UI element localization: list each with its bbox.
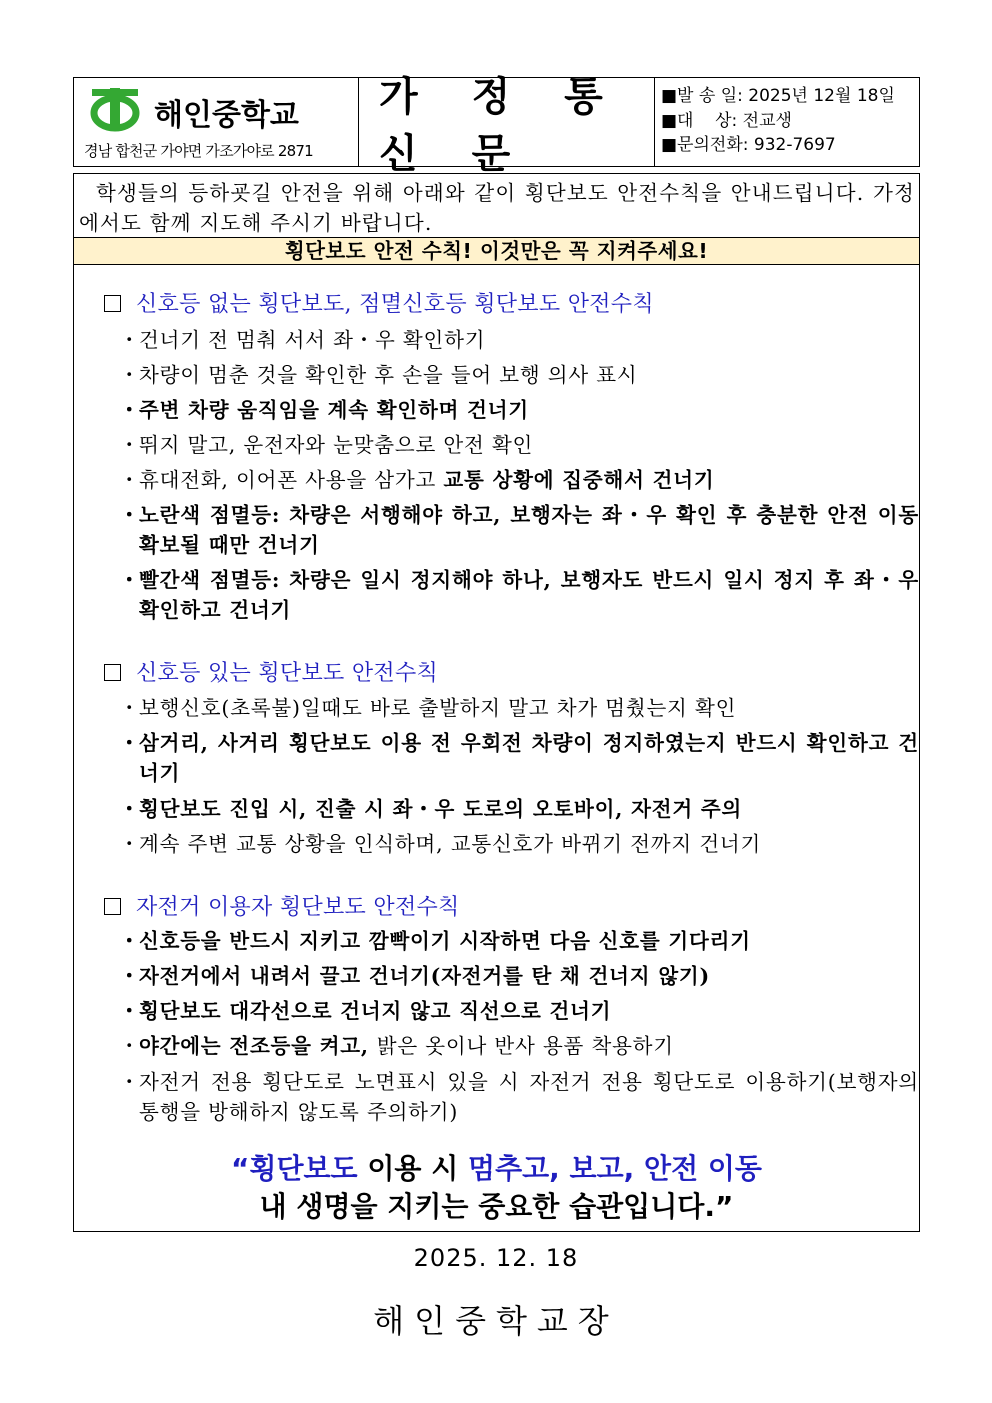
item-text: 차량이 멈춘 것을 확인한 후 손을 들어 보행 의사 표시 xyxy=(139,363,638,387)
content-box xyxy=(73,173,920,1232)
list-item xyxy=(119,500,919,560)
list-item xyxy=(119,961,919,991)
bullet: ・ xyxy=(119,696,141,720)
list-item xyxy=(119,996,919,1026)
list-item xyxy=(119,794,919,824)
title-cell xyxy=(359,74,655,177)
item-text-bold: 야간에는 전조등을 켜고, xyxy=(139,1034,377,1058)
school-logo-cell xyxy=(74,78,359,166)
slogan-part: 이용 시 xyxy=(357,1152,469,1185)
notice-banner: 횡단보도 안전 수칙! 이것만은 꼭 지켜주세요! xyxy=(74,237,919,265)
letter-header xyxy=(73,74,920,177)
item-text: 보행신호(초록불)일때도 바로 출발하지 말고 차가 멈췄는지 확인 xyxy=(139,696,737,720)
slogan-part: 멈추고, 보고, 안전 이동 xyxy=(468,1152,762,1185)
list-item xyxy=(119,693,919,723)
list-item xyxy=(119,926,919,956)
school-name: 해인중학교 xyxy=(154,98,299,133)
item-text: 빨간색 점멸등: 차량은 일시 정지해야 하나, 보행자도 반드시 일시 정지 후 좌・우 확인하고 건너기 xyxy=(139,568,919,622)
item-text: 노란색 점멸등: 차량은 서행해야 하고, 보행자는 좌・우 확인 후 충분한 안전 이동 확보될 때만 건너기 xyxy=(139,503,919,557)
bullet: ・ xyxy=(119,433,141,457)
checkbox-square-icon xyxy=(104,664,121,681)
bullet: ・ xyxy=(119,731,141,755)
info-cell xyxy=(655,78,919,166)
item-text: 계속 주변 교통 상황을 인식하며, 교통신호가 바뀌기 전까지 건너기 xyxy=(139,832,762,856)
item-text-plain: 휴대전화, 이어폰 사용을 삼가고 xyxy=(139,468,444,492)
bullet: ・ xyxy=(119,398,141,422)
slogan-part: “횡단보도 xyxy=(231,1152,358,1185)
item-text: 신호등을 반드시 지키고 깜빡이기 시작하면 다음 신호를 기다리기 xyxy=(139,929,751,953)
item-text-bold: 교통 상황에 집중해서 건너기 xyxy=(443,468,715,492)
checkbox-square-icon xyxy=(104,295,121,312)
bullet: ・ xyxy=(119,964,141,988)
item-text xyxy=(119,465,919,495)
bullet: ・ xyxy=(119,363,141,387)
item-text: 뛰지 말고, 운전자와 눈맞춤으로 안전 확인 xyxy=(139,433,534,457)
section-title-no-signal xyxy=(104,287,654,318)
list-item xyxy=(119,565,919,625)
list-item xyxy=(119,465,919,495)
bullet: ・ xyxy=(119,1070,141,1094)
list-item xyxy=(119,1067,919,1127)
list-item xyxy=(119,395,919,425)
item-text: 자전거에서 내려서 끌고 건너기(자전거를 탄 채 건너지 않기) xyxy=(139,964,711,988)
bullet: ・ xyxy=(119,503,141,527)
checkbox-square-icon xyxy=(104,898,121,915)
list-item xyxy=(119,829,919,859)
list-item xyxy=(119,1031,919,1061)
bullet: ・ xyxy=(119,468,141,492)
item-text-plain: 밝은 옷이나 반사 용품 착용하기 xyxy=(376,1034,674,1058)
list-item xyxy=(119,430,919,460)
send-date: ■발 송 일: 2025년 12월 18일 xyxy=(661,86,895,106)
list-item xyxy=(119,325,919,355)
slogan-line-2: 내 생명을 지키는 중요한 습관입니다.” xyxy=(259,1190,734,1223)
item-text: 주변 차량 움직임을 계속 확인하며 건너기 xyxy=(139,398,529,422)
section-title-with-signal xyxy=(104,656,438,687)
intro-text: 학생들의 등하굣길 안전을 위해 아래와 같이 횡단보도 안전수칙을 안내드립니다. 가정에서도 함께 지도해 주시기 바랍니다. xyxy=(79,181,915,235)
intro-paragraph xyxy=(79,178,915,238)
section-title-bicycle xyxy=(104,890,460,921)
item-text: 자전거 전용 횡단도로 노면표시 있을 시 자전거 전용 횡단도로 이용하기(보행자의 통행을 방해하지 않도록 주의하기) xyxy=(139,1070,919,1124)
bullet: ・ xyxy=(119,999,141,1023)
bullet: ・ xyxy=(119,929,141,953)
bullet: ・ xyxy=(119,832,141,856)
contact-phone: ■문의전화: 932-7697 xyxy=(661,135,836,155)
audience: ■대 상: 전교생 xyxy=(661,110,792,131)
section-title-text: 신호등 없는 횡단보도, 점멸신호등 횡단보도 안전수칙 xyxy=(136,292,654,317)
item-text xyxy=(119,1031,919,1061)
item-text: 횡단보도 대각선으로 건너지 않고 직선으로 건너기 xyxy=(139,999,612,1023)
item-text: 횡단보도 진입 시, 진출 시 좌・우 도로의 오토바이, 자전거 주의 xyxy=(139,797,743,821)
school-logo-icon xyxy=(90,86,140,132)
page-title: 가 정 통 신 문 xyxy=(379,74,623,177)
bullet: ・ xyxy=(119,328,141,352)
item-text: 건너기 전 멈춰 서서 좌・우 확인하기 xyxy=(139,328,486,352)
bullet: ・ xyxy=(119,568,141,592)
section-title-text: 자전거 이용자 횡단보도 안전수칙 xyxy=(136,895,460,920)
issue-date: 2025. 12. 18 xyxy=(413,1244,579,1272)
list-item xyxy=(119,360,919,390)
item-text: 삼거리, 사거리 횡단보도 이용 전 우회전 차량이 정지하였는지 반드시 확인하고 건너기 xyxy=(139,731,919,785)
list-item xyxy=(119,728,919,788)
bullet: ・ xyxy=(119,797,141,821)
school-address: 경남 합천군 가야면 가조가야로 2871 xyxy=(84,142,313,160)
slogan-line-1 xyxy=(74,1147,919,1187)
section-title-text: 신호등 있는 횡단보도 안전수칙 xyxy=(136,661,439,686)
bullet: ・ xyxy=(119,1034,141,1058)
principal-signature: 해인중학교장 xyxy=(373,1302,619,1340)
